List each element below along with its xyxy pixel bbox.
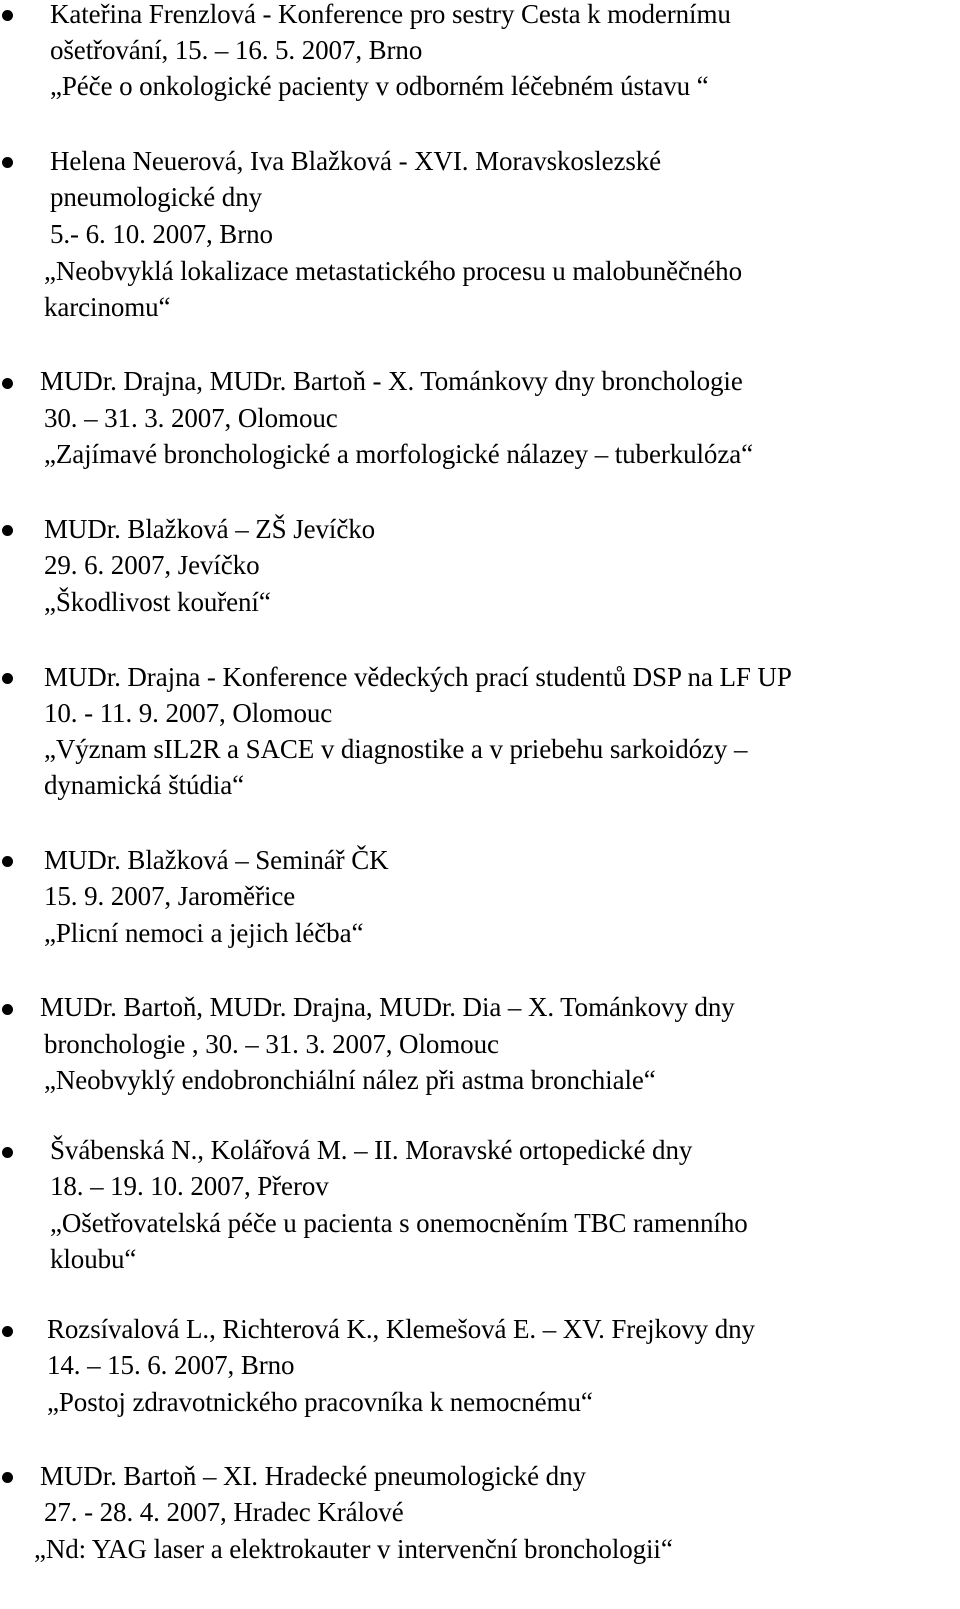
entry-title: „Zajímavé bronchologické a morfologické nálazey – tuberkulóza“: [44, 439, 753, 469]
entry-title: „Plicní nemoci a jejich léčba“: [44, 918, 364, 948]
entry-authors-event: Kateřina Frenzlová - Konference pro sestry Cesta k modernímu: [50, 0, 731, 29]
entry-date-place: 5.- 6. 10. 2007, Brno: [50, 219, 273, 249]
entry-title: „Péče o onkologické pacienty v odborném léčebném ústavu “: [50, 71, 709, 101]
entry-authors-event: MUDr. Drajna - Konference vědeckých prací studentů DSP na LF UP: [44, 662, 792, 692]
bullet-icon: [2, 673, 13, 684]
entry-title: „Postoj zdravotnického pracovníka k nemocnému“: [47, 1387, 593, 1417]
entry-authors-event: MUDr. Drajna, MUDr. Bartoň - X. Tománkovy dny bronchologie: [40, 366, 743, 396]
entry-date-place: bronchologie , 30. – 31. 3. 2007, Olomouc: [44, 1029, 499, 1059]
entry-title: dynamická štúdia“: [44, 770, 244, 800]
entry-date-place: 15. 9. 2007, Jaroměřice: [44, 881, 296, 911]
entry-title: karcinomu“: [44, 292, 171, 322]
entry-authors-event: MUDr. Blažková – Seminář ČK: [44, 845, 389, 875]
entry-title: „Význam sIL2R a SACE v diagnostike a v priebehu sarkoidózy –: [44, 734, 748, 764]
entry-date-place: ošetřování, 15. – 16. 5. 2007, Brno: [50, 35, 423, 65]
entry-date-place: 18. – 19. 10. 2007, Přerov: [50, 1171, 329, 1201]
entry-authors-event: Rozsívalová L., Richterová K., Klemešová E. – XV. Frejkovy dny: [47, 1314, 755, 1344]
entry-title: „Ošetřovatelská péče u pacienta s onemocněním TBC ramenního: [50, 1208, 748, 1238]
entry-title: „Neobvyklý endobronchiální nález při astma bronchiale“: [44, 1065, 656, 1095]
entry-title: „Nd: YAG laser a elektrokauter v intervenční bronchologii“: [34, 1534, 673, 1564]
entry-date-place: 27. - 28. 4. 2007, Hradec Králové: [44, 1497, 404, 1527]
entry-date-place: 29. 6. 2007, Jevíčko: [44, 550, 260, 580]
bullet-icon: [2, 1326, 13, 1337]
entry-title: „Neobvyklá lokalizace metastatického procesu u malobuněčného: [44, 256, 742, 286]
bullet-icon: [2, 1147, 13, 1158]
bullet-icon: [2, 856, 13, 867]
bullet-icon: [2, 525, 13, 536]
entry-date-place: 30. – 31. 3. 2007, Olomouc: [44, 403, 338, 433]
bullet-icon: [2, 1004, 13, 1015]
entry-authors-event: pneumologické dny: [50, 182, 263, 212]
entry-title: „Škodlivost kouření“: [44, 587, 271, 617]
bullet-icon: [2, 1472, 13, 1483]
entry-authors-event: MUDr. Bartoň, MUDr. Drajna, MUDr. Dia – X. Tománkovy dny: [40, 992, 735, 1022]
entry-date-place: 14. – 15. 6. 2007, Brno: [47, 1350, 295, 1380]
bullet-icon: [2, 157, 13, 168]
entry-authors-event: MUDr. Bartoň – XI. Hradecké pneumologické dny: [40, 1461, 586, 1491]
bullet-icon: [2, 378, 13, 389]
entry-title: kloubu“: [50, 1244, 137, 1274]
bullet-icon: [2, 10, 13, 21]
entry-authors-event: Švábenská N., Kolářová M. – II. Moravské ortopedické dny: [50, 1135, 693, 1165]
entry-date-place: 10. - 11. 9. 2007, Olomouc: [44, 698, 333, 728]
entry-authors-event: MUDr. Blažková – ZŠ Jevíčko: [44, 514, 376, 544]
entry-authors-event: Helena Neuerová, Iva Blažková - XVI. Moravskoslezské: [50, 146, 662, 176]
